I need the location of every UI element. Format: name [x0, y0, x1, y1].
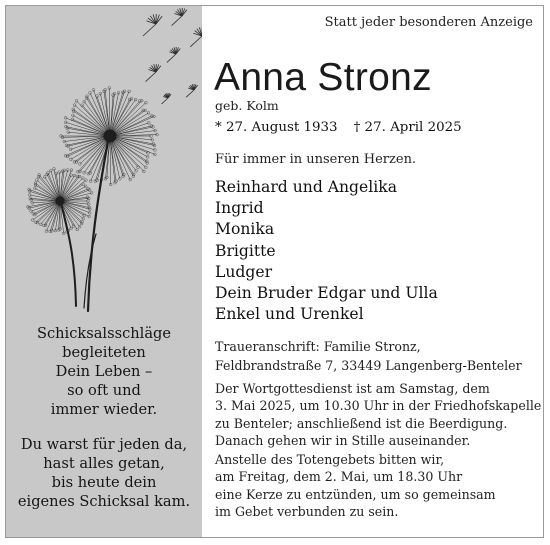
dandelion-icon: [6, 6, 202, 326]
poem-stanza-1: [6, 324, 202, 419]
poem-line: bis heute dein: [51, 474, 157, 491]
poem-line: Du warst für jeden da,: [20, 436, 188, 453]
service-line: 3. Mai 2025, um 10.30 Uhr in der Friedhofskapelle: [215, 398, 542, 414]
mourner: Enkel und Urenkel: [215, 305, 364, 324]
poem-line: eigenes Schicksal kam.: [17, 493, 191, 510]
poem-line: immer wieder.: [50, 401, 158, 418]
prayer-info: [215, 451, 496, 521]
mourner: Ludger: [215, 262, 273, 281]
birth-date: * 27. August 1933: [215, 120, 338, 135]
poem-line: Schicksalsschläge: [36, 325, 171, 342]
address-line: Traueranschrift: Familie Stronz,: [215, 339, 421, 354]
service-line: Danach gehen wir in Stille auseinander.: [215, 433, 471, 449]
prayer-line: im Gebet verbunden zu sein.: [215, 504, 399, 520]
prayer-line: Anstelle des Totengebets bitten wir,: [215, 452, 445, 467]
poem-line: begleiteten: [62, 344, 146, 361]
poem-panel: [6, 6, 202, 537]
mourner: Monika: [215, 220, 275, 239]
deceased-name: Anna Stronz: [214, 56, 432, 99]
life-dates: [215, 120, 462, 135]
service-line: Der Wortgottesdienst ist am Samstag, dem: [215, 381, 490, 396]
header-note: Statt jeder besonderen Anzeige: [324, 15, 533, 30]
poem-stanza-2: [6, 435, 202, 511]
prayer-line: am Freitag, dem 2. Mai, um 18.30 Uhr: [215, 469, 463, 485]
mourner: Brigitte: [215, 241, 276, 260]
mourner: Ingrid: [215, 199, 264, 218]
mourner: Dein Bruder Edgar und Ulla: [215, 284, 438, 303]
maiden-name: geb. Kolm: [215, 98, 279, 113]
mourner: Reinhard und Angelika: [215, 178, 397, 196]
poem-line: so oft und: [67, 382, 141, 399]
mourning-address: [215, 337, 522, 375]
service-line: zu Benteler; anschließend ist die Beerdigung.: [215, 415, 508, 431]
prayer-line: eine Kerze zu entzünden, um so gemeinsam: [215, 486, 496, 502]
mourners-list: [215, 177, 438, 325]
service-info: [215, 380, 541, 450]
death-date: † 27. April 2025: [353, 120, 462, 135]
poem-line: hast alles getan,: [43, 455, 165, 472]
address-line: Feldbrandstraße 7, 33449 Langenberg-Benteler: [215, 358, 522, 373]
motto: Für immer in unseren Herzen.: [215, 152, 417, 167]
poem-line: Dein Leben –: [55, 363, 153, 380]
